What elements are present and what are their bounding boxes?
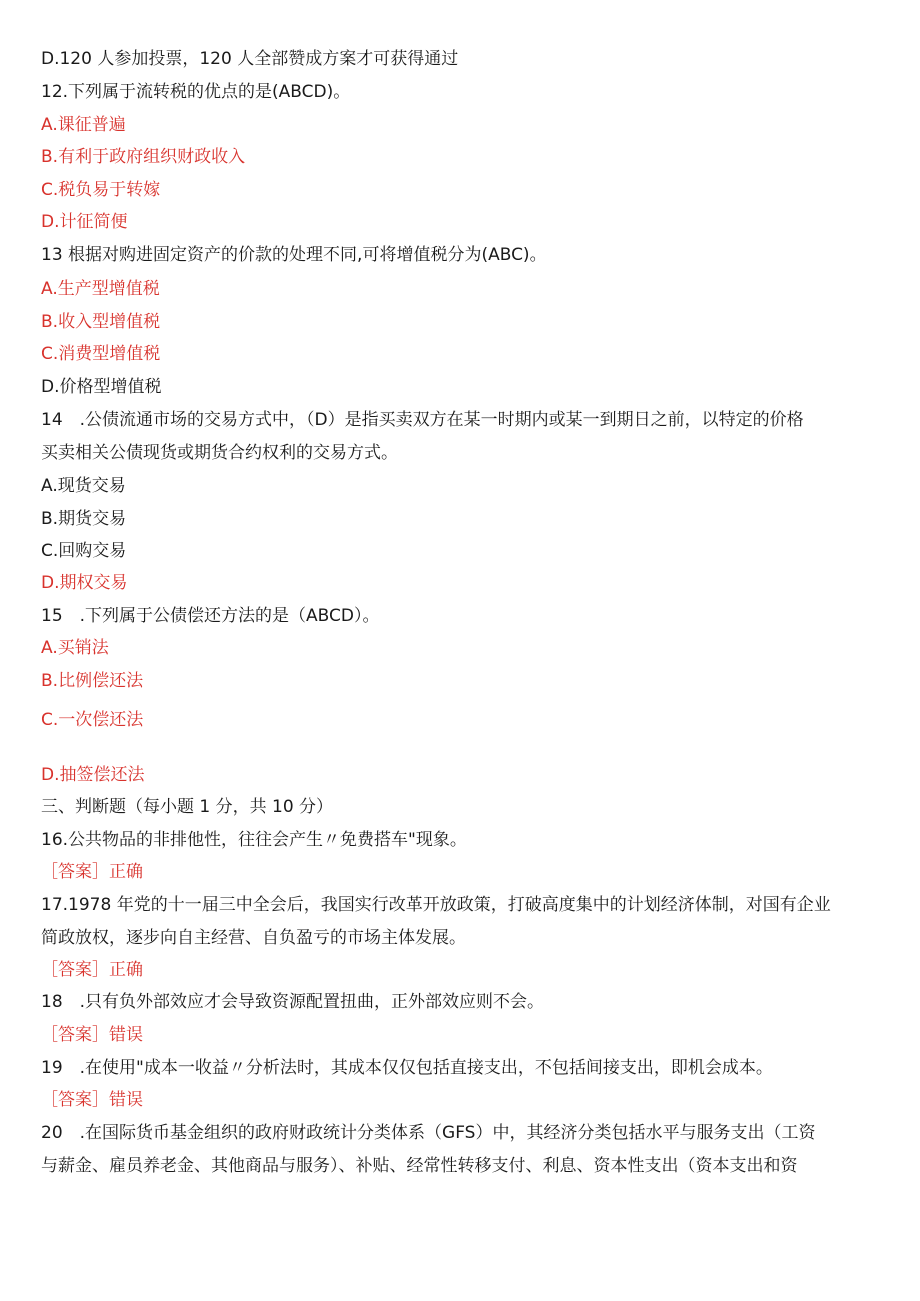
option-line: B.期货交易 — [41, 509, 127, 529]
option-line: B.比例偿还法 — [41, 671, 144, 691]
option-line: C.税负易于转嫁 — [41, 180, 161, 200]
option-line: D.计征简便 — [41, 212, 128, 232]
question-17: 17.1978 年党的十一届三中全会后，我国实行改革开放政策，打破高度集中的计划经济体制，对国有企业 — [41, 895, 831, 915]
question-18: 18 .只有负外部效应才会导致资源配置扭曲，正外部效应则不会。 — [41, 992, 545, 1012]
answer-line: ［答案］错误 — [41, 1090, 143, 1110]
option-line: A.买销法 — [41, 638, 109, 658]
question-13: 13 根据对购进固定资产的价款的处理不同,可将增值税分为(ABC)。 — [41, 245, 547, 265]
question-19: 19 .在使用"成本一收益〃分析法时，其成本仅仅包括直接支出，不包括间接支出，即机会成本。 — [41, 1058, 773, 1078]
option-line: C.回购交易 — [41, 541, 127, 561]
option-line: B.收入型增值税 — [41, 312, 161, 332]
text-line: D.120 人参加投票，120 人全部赞成方案才可获得通过 — [41, 49, 459, 69]
section-heading: 三、判断题（每小题 1 分，共 10 分） — [41, 797, 334, 817]
option-line: A.课征普遍 — [41, 115, 126, 135]
question-20: 20 .在国际货币基金组织的政府财政统计分类体系（GFS）中，其经济分类包括水平与服务支出（工资 — [41, 1123, 816, 1143]
answer-line: ［答案］错误 — [41, 1025, 143, 1045]
option-line: B.有利于政府组织财政收入 — [41, 147, 246, 167]
answer-line: ［答案］正确 — [41, 862, 143, 882]
option-line: D.价格型增值税 — [41, 377, 162, 397]
option-line: A.生产型增值税 — [41, 279, 160, 299]
question-16: 16.公共物品的非排他性，往往会产生〃免费搭车"现象。 — [41, 830, 467, 850]
answer-line: ［答案］正确 — [41, 960, 143, 980]
question-14: 14 .公债流通市场的交易方式中，（D）是指买卖双方在某一时期内或某一到期日之前，以特定的价格 — [41, 410, 804, 430]
option-line: A.现货交易 — [41, 476, 126, 496]
question-12: 12.下列属于流转税的优点的是(ABCD)。 — [41, 82, 351, 102]
option-line: C.消费型增值税 — [41, 344, 161, 364]
question-14-cont: 买卖相关公债现货或期货合约权利的交易方式。 — [41, 443, 398, 463]
option-line: D.抽签偿还法 — [41, 765, 145, 785]
option-line: C.一次偿还法 — [41, 710, 144, 730]
question-20-cont: 与薪金、雇员养老金、其他商品与服务）、补贴、经常性转移支付、利息、资本性支出（资本支出和资 — [41, 1156, 798, 1176]
question-17-cont: 简政放权，逐步向自主经营、自负盈亏的市场主体发展。 — [41, 928, 466, 948]
option-line: D.期权交易 — [41, 573, 128, 593]
question-15: 15 .下列属于公债偿还方法的是（ABCD）。 — [41, 606, 380, 626]
